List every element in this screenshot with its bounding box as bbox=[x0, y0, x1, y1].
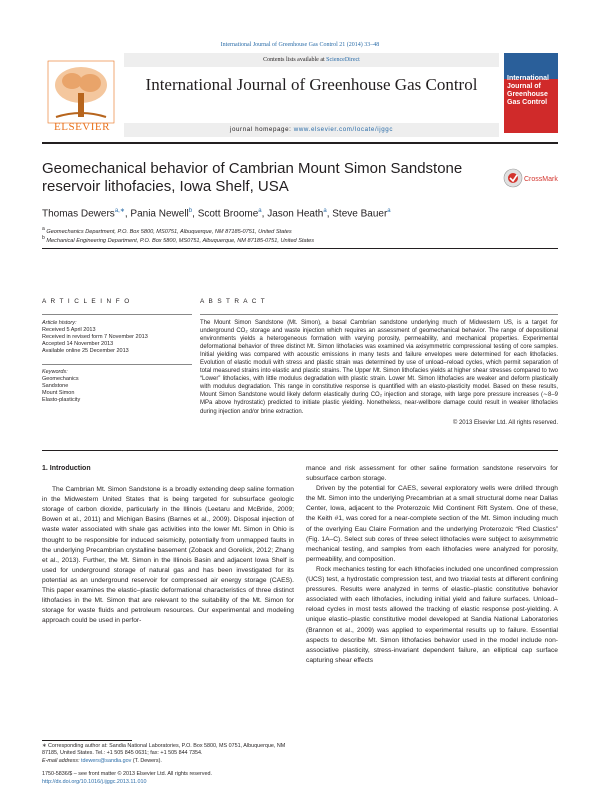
history-online: Available online 25 December 2013 bbox=[42, 348, 129, 354]
article-info-heading: A R T I C L E I N F O bbox=[42, 298, 131, 305]
email-link[interactable]: tdewers@sandia.gov bbox=[80, 758, 132, 764]
homepage-prefix: journal homepage: bbox=[229, 126, 294, 133]
abstract-text: The Mount Simon Sandstone (Mt. Simon), a basal Cambrian sandstone underlying much of Midwestern US, is a target for underground CO₂ storage and waste injection which requires an assessment of geomechanical behavior. The range of depositional environments yields a heterogeneous formation with varying porosity, permeability, and mechanical properties. Experimental deformational behavior of three distinct Mt. Simon lithofacies was examined via axisymmetric compressional testing of core samples. Initial yielding was compared with acoustic emissions in many tests and failure envelopes were determined for each lithofacies. Evolution of elastic moduli with stress and plastic strain was determined by use of unload–reload cycles, which permit separation of total measured strains into elastic and plastic strains. The Upper Mt. Simon lithofacies yields at higher shear stresses compared to two “Lower” lithofacies, with little modulus degradation with plastic strain. Lower Mt. Simon lithofacies are weaker and deform plastically with modulus degradation. This range in constitutive response is quantified with an elasto-plasticity model. Based on these results, Mount Simon Sandstone would likely deform elastically during CO₂ injection and storage, with large pore pressure increases (∼8–9 MPa above hydrostatic) predicted to initiate plastic yielding. Nonetheless, near-wellbore damage could result in weaker lithofacies during injection and/or brine extraction. bbox=[200, 320, 558, 415]
article-history bbox=[42, 320, 192, 355]
abstract-rule bbox=[200, 314, 558, 315]
affiliation-text: Geomechanics Department, P.O. Box 5800, MS0751, Albuquerque, NM 87185-0751, United States bbox=[46, 228, 292, 235]
intro-right-column bbox=[306, 464, 558, 666]
author-marks[interactable]: a bbox=[387, 208, 391, 214]
info-rule bbox=[42, 364, 192, 365]
keywords bbox=[42, 369, 192, 404]
abstract-bottom-rule bbox=[42, 450, 558, 451]
homepage-bar bbox=[124, 123, 499, 137]
history-accepted: Accepted 14 November 2013 bbox=[42, 341, 114, 347]
author-list: Thomas Dewers$^{a,∗}$, Pania Newell$^b$, Scott Broome$^a$, Jason Heath$^a$, Steve Bauer$^a$ bbox=[42, 208, 391, 220]
email-label: E-mail address: bbox=[42, 758, 81, 764]
masthead-rule bbox=[42, 142, 558, 144]
intro-heading: 1. Introduction bbox=[42, 465, 91, 472]
abstract-column bbox=[200, 298, 558, 426]
keyword: Sandstone bbox=[42, 383, 69, 389]
journal-reference[interactable]: International Journal of Greenhouse Gas Control 21 (2014) 33–48 bbox=[220, 42, 380, 48]
corresponding-footnote: ∗ Corresponding author at: Sandia National Laboratories, P.O. Box 5800, MS 0751, Albuquerque, NM 87185, United States. Tel.: +1 505 845 0631; fax: +1 505 844 7354. bbox=[42, 743, 286, 757]
elsevier-wordmark: ELSEVIER bbox=[54, 121, 110, 133]
intro-paragraph: Driven by the potential for CAES, several exploratory wells were drilled through the Mt. Simon into the underlying Precambrian at a small structural dome near Dallas Center, Iowa, adjacent to the Proterozoic Mid Continent Rift System. One of these, the Keith #1, was cored for a near-complete section of the Mt. Simon including much of the overlying Eau Claire Formation and the underlying Proterozoic “Red Clastics” (Fig. 1A–C). Select sub cores of three select lithofacies were subject to axisymmetric mechanical testing, and samples from each lithofacies were analyzed for porosity, permeability, and composition. bbox=[306, 485, 558, 563]
cover-title: International Journal of Greenhouse Gas Control bbox=[507, 75, 550, 106]
author-marks[interactable]: a bbox=[323, 208, 327, 214]
abstract-heading: A B S T R A C T bbox=[200, 298, 267, 305]
crossmark-icon[interactable] bbox=[503, 160, 558, 196]
intro-left-column bbox=[42, 464, 294, 626]
affiliation-mark: a bbox=[42, 226, 45, 232]
journal-cover-thumbnail bbox=[504, 53, 558, 133]
article-title: Geomechanical behavior of Cambrian Mount Simon Sandstone reservoir lithofacies, Iowa Shelf, USA bbox=[42, 160, 463, 195]
history-label: Article history: bbox=[42, 320, 77, 326]
author-name: Thomas Dewers bbox=[42, 208, 115, 220]
author-marks[interactable]: b bbox=[188, 208, 193, 214]
email-suffix: (T. Dewers). bbox=[131, 758, 162, 764]
history-received: Received 5 April 2013 bbox=[42, 327, 96, 333]
sciencedirect-link[interactable]: ScienceDirect bbox=[326, 57, 360, 63]
keyword: Elasto-plasticity bbox=[42, 397, 81, 403]
article-info-column bbox=[42, 298, 192, 404]
intro-paragraph: The Cambrian Mt. Simon Sandstone is a broadly extending deep saline formation in the Midwestern United States that is being targeted for subsurface geologic storage of carbon dioxide, particularly in the Illinois (Leetaru and McBride, 2009; Bowen et al., 2011) and Michigan Basins (Barnes et al., 2009). Disposal injection of waste water associated with shale gas activities into the lower Mt. Simon in Ohio is thought to be responsible for induced seismicity, potentially from unmapped faults in the underlying Precambrian crystalline basement (Zoback and Gorelick, 2012; Zhang et al., 2013). Further, the Mt. Simon in the Illinois Basin and adjacent Iowa Shelf is used for underground storage of natural gas and has been investigated for its potential as an underground reservoir for compressed air energy storage (CAES). This paper examines the elastic–plastic deformational characteristics of three distinct lithofacies in the Mt. Simon that are relevant to the suitability of the Mt. Simon for storage for waste fluids and petroleum resources. Our experimental and modeling approach could be used in perfor- bbox=[42, 486, 294, 625]
affiliation-b bbox=[42, 234, 558, 245]
author-marks[interactable]: a bbox=[258, 208, 262, 214]
info-rule bbox=[42, 314, 192, 315]
intro-paragraph: Rock mechanics testing for each lithofacies included one unconfined compression (UCS) test, a hydrostatic compression test, and two triaxial tests at different confining pressures. Results were analyzed in terms of elastic–plastic constitutive behavior associated with each lithofacies, including initial yield and failure surfaces. Unload–reload cycles in most tests allowed the tracking of elastic response post-yielding. A unique elastic–plastic constitutive model developed at Sandia National Laboratories (Brannon et al., 2009) was applied to experimental results up to failure. Essential aspects to describe Mt. Simon lithofacies behavior used in the model include non-associative plasticity, stress-invariant dependent failure, an elliptical cap surface capturing shear effects bbox=[306, 565, 558, 664]
homepage-link[interactable]: www.elsevier.com/locate/ijggc bbox=[293, 126, 394, 133]
affiliation-mark: b bbox=[42, 235, 45, 241]
author-name: Jason Heath bbox=[267, 208, 324, 220]
issn-line: 1750-5836/$ – see front matter © 2013 Elsevier Ltd. All rights reserved. bbox=[42, 771, 212, 777]
email-footnote bbox=[42, 758, 302, 765]
author-name: Scott Broome bbox=[197, 208, 259, 220]
journal-header-box bbox=[124, 53, 499, 138]
contents-prefix: Contents lists available at bbox=[263, 57, 327, 63]
doi-link[interactable]: http://dx.doi.org/10.1016/j.ijggc.2013.11.010 bbox=[42, 779, 147, 785]
abstract-copyright: © 2013 Elsevier Ltd. All rights reserved. bbox=[452, 419, 558, 426]
keyword: Mount Simon bbox=[42, 390, 75, 396]
contents-bar bbox=[124, 53, 499, 67]
keyword: Geomechanics bbox=[42, 376, 79, 382]
journal-title: International Journal of Greenhouse Gas Control bbox=[145, 75, 478, 94]
history-revised: Received in revised form 7 November 2013 bbox=[42, 334, 148, 340]
affiliation-rule bbox=[42, 248, 558, 249]
crossmark-label: CrossMark bbox=[524, 176, 558, 183]
intro-paragraph: mance and risk assessment for other saline formation sandstone reservoirs for subsurface carbon storage. bbox=[306, 465, 558, 483]
author-marks[interactable]: a,∗ bbox=[114, 208, 125, 214]
journal-masthead bbox=[42, 53, 558, 138]
author-name: Pania Newell bbox=[130, 208, 189, 220]
keywords-label: Keywords: bbox=[42, 369, 68, 375]
footnote-rule bbox=[42, 740, 132, 741]
author-name: Steve Bauer bbox=[332, 208, 388, 220]
affiliation-text: Mechanical Engineering Department, P.O. Box 5800, MS0751, Albuquerque, NM 87185-0751, United States bbox=[46, 237, 315, 244]
